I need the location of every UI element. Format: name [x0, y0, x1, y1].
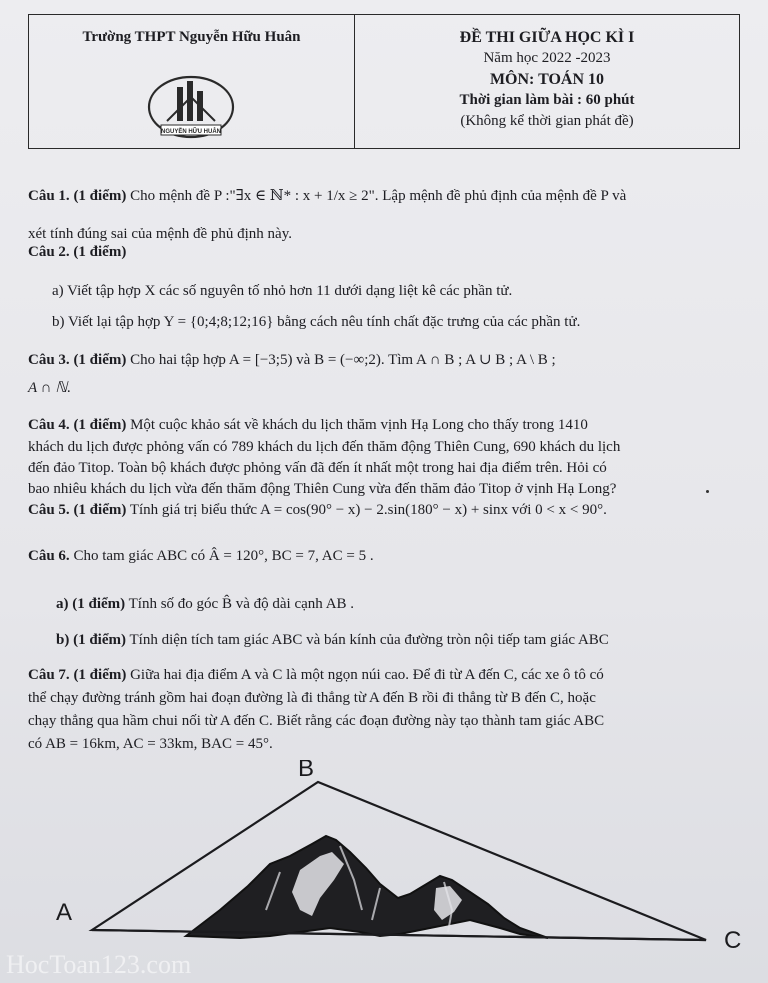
school-logo	[147, 73, 235, 145]
q3-points: (1 điểm)	[73, 352, 127, 368]
q3-line2: A ∩ ℕ.	[28, 380, 71, 396]
q2-b: b) Viết lại tập hợp Y = {0;4;8;12;16} bằng cách nêu tính chất đặc trưng của các phần tử.	[52, 314, 581, 330]
q1-points: (1 điểm)	[73, 188, 127, 204]
exam-header	[28, 14, 740, 149]
q6-a-points: a) (1 điểm)	[56, 596, 126, 612]
q6-label: Câu 6.	[28, 548, 70, 564]
mountain-left	[186, 836, 548, 938]
exam-duration: Thời gian làm bài : 60 phút	[459, 92, 635, 108]
vertex-label-c: C	[724, 927, 742, 954]
q7-points: (1 điểm)	[73, 667, 127, 683]
q6-a-text: Tính số đo góc B̂ và độ dài cạnh AB .	[128, 596, 355, 612]
q1-line2: xét tính đúng sai của mệnh đề phủ định này.	[28, 226, 292, 242]
exam-subject: MÔN: TOÁN 10	[489, 71, 605, 88]
q2-a: a) Viết tập hợp X các số nguyên tố nhỏ hơn 11 dưới dạng liệt kê các phần tử.	[52, 283, 513, 299]
q6-line1	[28, 546, 374, 566]
q4-points: (1 điểm)	[73, 417, 127, 433]
q1-label: Câu 1.	[28, 188, 70, 204]
q7-line4: có AB = 16km, AC = 33km, BAC = 45°.	[28, 736, 273, 752]
q4-line4: bao nhiêu khách du lịch vừa đến thăm động Thiên Cung vừa đến thăm đảo Titop ở vịnh Hạ Long?	[28, 481, 617, 497]
q6-b-points: b) (1 điểm)	[56, 632, 126, 648]
q4-line1	[28, 415, 588, 435]
q4-text: Một cuộc khảo sát về khách du lịch thăm vịnh Hạ Long cho thấy trong 1410	[130, 417, 588, 433]
q5-line1	[28, 500, 607, 520]
school-year: Năm học 2022 -2023	[483, 50, 611, 66]
logo-caption: NGUYỄN HỮU HUÂN	[161, 129, 221, 135]
q7-text: Giữa hai địa điểm A và C là một ngọn núi cao. Để đi từ A đến C, các xe ô tô có	[130, 667, 604, 683]
exam-note: (Không kể thời gian phát đề)	[460, 113, 634, 129]
watermark: HocToan123.com	[6, 950, 192, 979]
q6-a	[56, 594, 354, 614]
stray-dot	[706, 490, 709, 493]
exam-title: ĐỀ THI GIỮA HỌC KÌ I	[459, 29, 635, 46]
q3-line1	[28, 350, 556, 370]
school-block	[29, 15, 355, 148]
q4-line2: khách du lịch được phỏng vấn có 789 khách du lịch đến thăm động Thiên Cung, 690 khách du lịch	[28, 439, 621, 455]
q4-label: Câu 4.	[28, 417, 70, 433]
school-name: Trường THPT Nguyễn Hữu Huân	[82, 29, 301, 45]
q7-line1	[28, 665, 604, 685]
exam-info-block	[355, 15, 739, 148]
q6-b-text: Tính diện tích tam giác ABC và bán kính của đường tròn nội tiếp tam giác ABC	[129, 632, 609, 648]
q3-text: Cho hai tập hợp A = [−3;5) và B = (−∞;2). Tìm A ∩ B ; A ∪ B ; A \ B ;	[130, 352, 556, 368]
q4-line3: đến đảo Titop. Toàn bộ khách được phỏng vấn đã đến ít nhất một trong hai địa điểm trên. Hỏi có	[28, 460, 607, 476]
q2-label: Câu 2. (1 điểm)	[28, 244, 127, 260]
q6-text: Cho tam giác ABC có Â = 120°, BC = 7, AC = 5 .	[73, 548, 374, 564]
q5-label: Câu 5.	[28, 502, 70, 518]
q1-line1	[28, 186, 626, 206]
q5-text: Tính giá trị biểu thức A = cos(90° − x) − 2.sin(180° − x) + sinx với 0 < x < 90°.	[129, 502, 607, 518]
q6-b	[56, 630, 609, 650]
q7-line3: chạy thẳng qua hầm chui nối từ A đến C. Biết rằng các đoạn đường này tạo thành tam giác ABC	[28, 713, 605, 729]
vertex-label-a: A	[56, 899, 73, 926]
q5-points: (1 điểm)	[73, 502, 127, 518]
vertex-label-b: B	[298, 760, 315, 782]
q1-text: Cho mệnh đề P :"∃x ∈ ℕ* : x + 1/x ≥ 2". Lập mệnh đề phủ định của mệnh đề P và	[130, 188, 627, 204]
q7-line2: thể chạy đường tránh gồm hai đoạn đường là đi thẳng từ A đến B rồi đi thẳng từ B đến C, hoặc	[28, 690, 596, 706]
q3-label: Câu 3.	[28, 352, 70, 368]
q7-label: Câu 7.	[28, 667, 70, 683]
